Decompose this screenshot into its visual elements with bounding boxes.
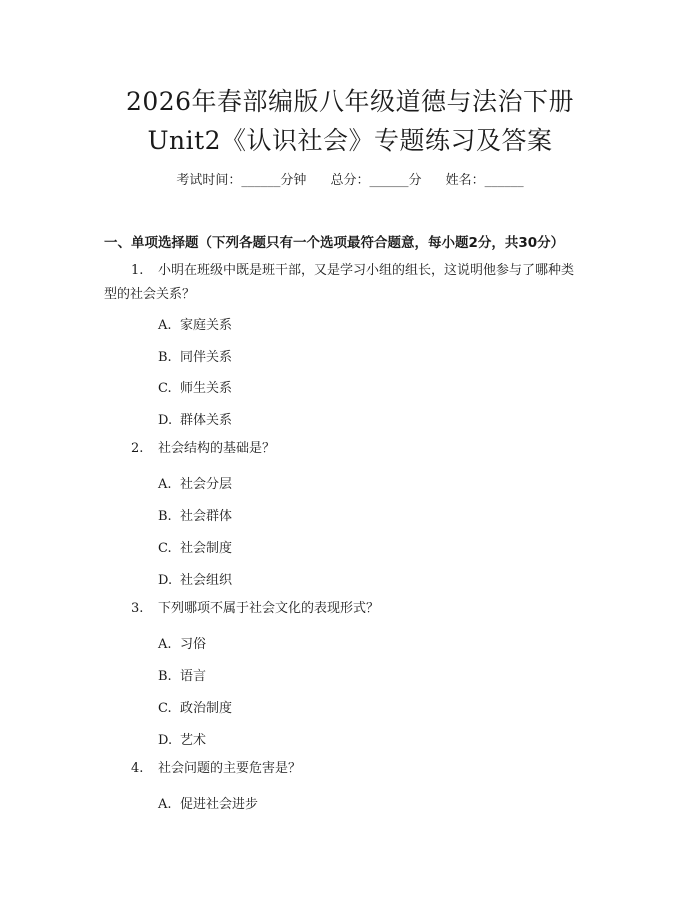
question-1-option-a: [158, 314, 232, 333]
option-letter: A.: [158, 637, 172, 652]
question-number: 4.: [131, 761, 144, 776]
question-text-line: 下列哪项不属于社会文化的表现形式？: [158, 601, 380, 616]
question-3-option-a: [158, 633, 206, 652]
option-letter: A.: [158, 477, 172, 492]
exam-time-field: 考试时间：______分钟: [176, 173, 307, 188]
option-letter: B.: [158, 669, 172, 684]
question-2-stem: [131, 437, 611, 461]
question-3-option-d: [158, 729, 206, 748]
question-2-option-c: [158, 537, 232, 556]
question-text-line: 小明在班级中既是班干部，又是学习小组的组长，这说明他参与了哪种类: [158, 263, 575, 278]
option-letter: A.: [158, 318, 172, 333]
option-text: 促进社会进步: [180, 797, 259, 812]
page-title-line-2: Unit2《认识社会》专题练习及答案: [147, 126, 553, 155]
option-text: 政治制度: [180, 701, 233, 716]
option-letter: A.: [158, 797, 172, 812]
question-2-option-a: [158, 473, 232, 492]
question-1-option-d: [158, 409, 232, 428]
question-number: 2.: [131, 441, 144, 456]
question-text-line: 型的社会关系？: [104, 287, 196, 302]
option-text: 社会组织: [180, 573, 233, 588]
question-3-option-b: [158, 665, 206, 684]
question-number: 3.: [131, 601, 144, 616]
question-1-option-b: [158, 346, 232, 365]
option-text: 艺术: [180, 733, 207, 748]
question-1-stem: [104, 259, 611, 307]
option-text: 社会群体: [180, 509, 233, 524]
question-4-option-a: [158, 793, 258, 812]
page-title-line-1: 2026年春部编版八年级道德与法治下册: [125, 87, 575, 116]
option-text: 社会制度: [180, 541, 233, 556]
question-2-option-b: [158, 505, 232, 524]
question-text-line: 社会结构的基础是？: [158, 441, 276, 456]
question-4-stem: [131, 757, 611, 781]
question-3-stem: [131, 597, 611, 621]
question-2-option-d: [158, 569, 232, 588]
option-text: 习俗: [180, 637, 207, 652]
option-letter: C.: [158, 541, 172, 556]
option-text: 家庭关系: [180, 318, 233, 333]
option-text: 师生关系: [180, 381, 233, 396]
option-text: 语言: [180, 669, 207, 684]
option-letter: B.: [158, 350, 172, 365]
option-letter: B.: [158, 509, 172, 524]
total-score-field: 总分：______分: [330, 173, 422, 188]
option-letter: D.: [158, 573, 173, 588]
option-text: 同伴关系: [180, 350, 233, 365]
option-letter: C.: [158, 701, 172, 716]
exam-info-line: [0, 169, 700, 188]
question-text-line: 社会问题的主要危害是？: [158, 761, 302, 776]
question-1-option-c: [158, 377, 232, 396]
question-number: 1.: [131, 263, 144, 278]
option-text: 社会分层: [180, 477, 233, 492]
option-letter: D.: [158, 733, 173, 748]
student-name-field: 姓名：______: [445, 173, 524, 188]
option-letter: C.: [158, 381, 172, 396]
option-text: 群体关系: [180, 413, 233, 428]
section-heading-single-choice: 一、单项选择题（下列各题只有一个选项最符合题意，每小题2分，共30分）: [104, 235, 565, 251]
option-letter: D.: [158, 413, 173, 428]
question-3-option-c: [158, 697, 232, 716]
